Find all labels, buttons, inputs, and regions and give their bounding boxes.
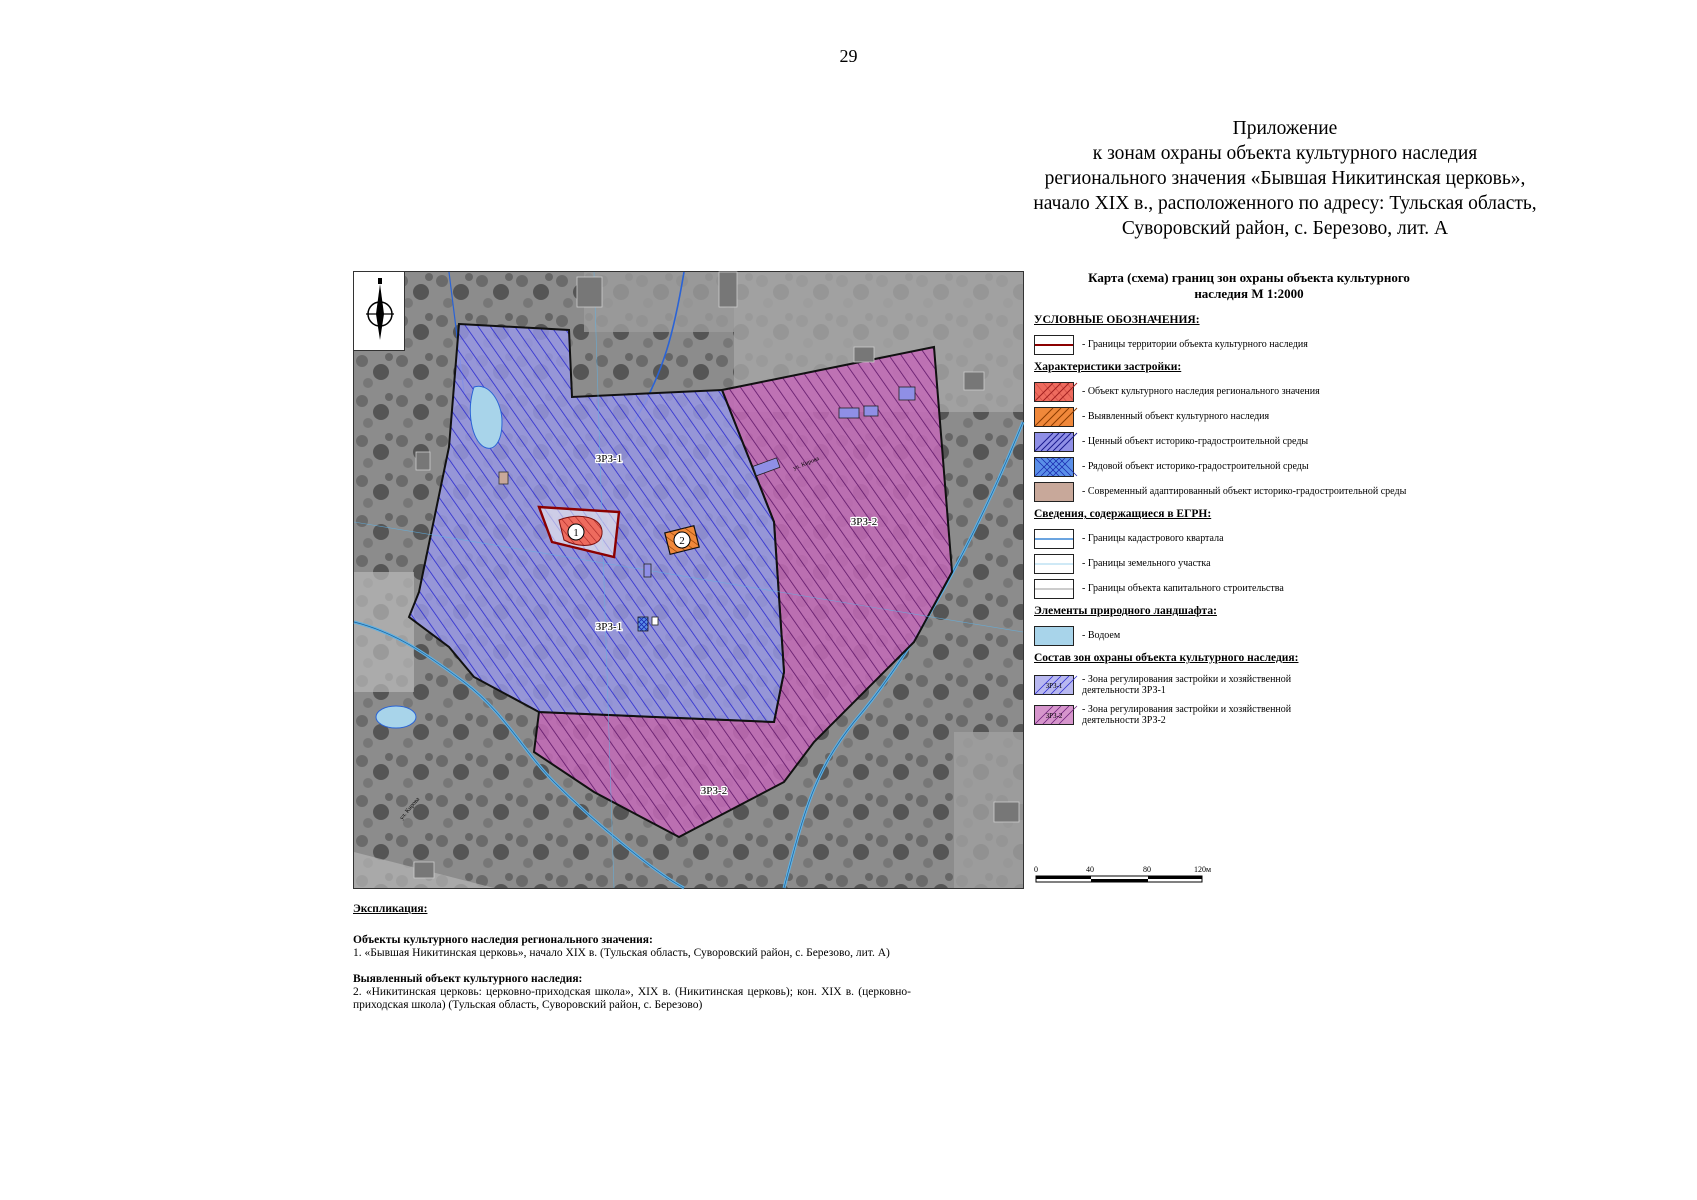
swatch-zrz2-graphic	[1035, 706, 1073, 724]
legend-label-valuable: - Ценный объект историко-градостроительной среды	[1082, 436, 1309, 447]
building-characteristics-heading: Характеристики застройки:	[1034, 361, 1182, 373]
swatch-water-body	[1034, 626, 1074, 646]
swatch-zrz2-text: ЗРЗ-2	[1045, 712, 1063, 720]
swatch-ordinary-object	[1034, 457, 1074, 477]
legend-row-regional	[1034, 379, 1474, 404]
compass-icon	[354, 272, 404, 350]
zrz2-label-right: ЗРЗ-2	[850, 516, 878, 528]
swatch-zrz1-text: ЗРЗ-1	[1045, 682, 1063, 690]
legend-label-zrz1-line2: деятельности ЗРЗ-1	[1082, 685, 1166, 696]
legend-row-zrz2	[1034, 700, 1474, 730]
explication-identified-item: 2. «Никитинская церковь: церковно-приходская школа», XIX в. (Никитинская церковь); кон. XIX в. (церковно-приходская школа) (Тульская область, Суворовский район, с. Березово)	[353, 986, 911, 1011]
appendix-header	[1010, 116, 1560, 241]
explication-identified-heading: Выявленный объект культурного наследия:	[353, 973, 583, 985]
swatch-modern-object	[1034, 482, 1074, 502]
scale-tick-0: 0	[1034, 865, 1038, 874]
swatch-identified-graphic	[1035, 408, 1073, 426]
swatch-zrz1-graphic	[1035, 676, 1073, 694]
explication	[353, 903, 911, 1012]
legend-row-zrz1	[1034, 670, 1474, 700]
legend-row-cadastral	[1034, 526, 1474, 551]
legend-label-zrz1	[1082, 674, 1291, 696]
legend-label-zrz1-line1: - Зона регулирования застройки и хозяйственной	[1082, 674, 1292, 685]
scale-tick-40: 40	[1086, 865, 1094, 874]
street-label-top: ул. Кирова	[792, 456, 821, 472]
legend-label-zrz2-line1: - Зона регулирования застройки и хозяйственной	[1082, 704, 1292, 715]
legend-label-regional: - Объект культурного наследия регионального значения	[1082, 386, 1320, 397]
legend-label-capital: - Границы объекта капитального строительства	[1082, 583, 1284, 594]
scale-tick-80: 80	[1143, 865, 1151, 874]
swatch-capital-graphic	[1035, 580, 1073, 598]
zrz1-label-bottom: ЗРЗ-1	[595, 621, 623, 633]
swatch-heritage-boundary	[1034, 335, 1074, 355]
explication-heading: Экспликация:	[353, 903, 428, 915]
object-1-label: 1	[573, 527, 579, 539]
swatch-zrz2	[1034, 705, 1074, 725]
swatch-regional-graphic	[1035, 383, 1073, 401]
swatch-ordinary-graphic	[1035, 458, 1073, 476]
legend-row-identified	[1034, 404, 1474, 429]
appendix-line-3: регионального значения «Бывшая Никитинская церковь»,	[1044, 168, 1526, 189]
legend-label-land-plot: - Границы земельного участка	[1082, 558, 1211, 569]
legend-row-ordinary	[1034, 454, 1474, 479]
swatch-cadastral-graphic	[1035, 530, 1073, 548]
legend-row-land-plot	[1034, 551, 1474, 576]
zones-composition-heading: Состав зон охраны объекта культурного наследия:	[1034, 652, 1299, 664]
swatch-capital-object	[1034, 579, 1074, 599]
conventions-heading: УСЛОВНЫЕ ОБОЗНАЧЕНИЯ:	[1034, 314, 1200, 326]
legend-row-capital	[1034, 576, 1474, 601]
appendix-line-4: начало XIX в., расположенного по адресу: Тульская область,	[1033, 193, 1537, 214]
zrz1-label-top: ЗРЗ-1	[595, 453, 623, 465]
appendix-line-2: к зонам охраны объекта культурного наследия	[1092, 143, 1478, 164]
explication-regional-heading: Объекты культурного наследия регионального значения:	[353, 934, 653, 946]
swatch-zrz1	[1034, 675, 1074, 695]
swatch-land-plot-graphic	[1035, 555, 1073, 573]
scale-tick-120: 120м	[1194, 865, 1212, 874]
legend-row-modern	[1034, 479, 1474, 504]
appendix-line-1: Приложение	[1232, 118, 1338, 139]
legend-title-line-2: наследия М 1:2000	[1194, 286, 1304, 301]
legend-label-zrz2	[1082, 704, 1291, 726]
zrz2-label-bottom: ЗРЗ-2	[700, 785, 728, 797]
scale-bar-graphic	[1034, 864, 1212, 894]
legend-label-cadastral: - Границы кадастрового квартала	[1082, 533, 1224, 544]
legend-label-modern: - Современный адаптированный объект историко-градостроительной среды	[1082, 486, 1407, 497]
legend-row-heritage-boundary	[1034, 332, 1474, 357]
legend-row-valuable	[1034, 429, 1474, 454]
swatch-heritage-boundary-graphic	[1035, 336, 1073, 354]
street-label-bottom: ул. Кирова	[398, 796, 422, 822]
legend-label-identified: - Выявленный объект культурного наследия	[1082, 411, 1270, 422]
swatch-land-plot	[1034, 554, 1074, 574]
natural-landscape-heading: Элементы природного ландшафта:	[1034, 605, 1217, 617]
swatch-regional-object	[1034, 382, 1074, 402]
page-number: 29	[839, 46, 858, 66]
swatch-valuable-object	[1034, 432, 1074, 452]
legend-label-heritage-boundary: - Границы территории объекта культурного наследия	[1082, 339, 1308, 350]
legend-label-zrz2-line2: деятельности ЗРЗ-2	[1082, 715, 1166, 726]
north-arrow	[354, 272, 405, 351]
scale-bar	[1034, 864, 1212, 894]
appendix-line-5: Суворовский район, с. Березово, лит. А	[1121, 218, 1449, 239]
swatch-identified-object	[1034, 407, 1074, 427]
legend-row-water	[1034, 623, 1474, 648]
explication-regional-item: 1. «Бывшая Никитинская церковь», начало XIX в. (Тульская область, Суворовский район, с. Березово, лит. А)	[353, 947, 890, 959]
swatch-cadastral-block	[1034, 529, 1074, 549]
map-canvas	[354, 272, 1023, 888]
protection-zones-map	[353, 271, 1024, 889]
swatch-valuable-graphic	[1035, 433, 1073, 451]
legend-title-line-1: Карта (схема) границ зон охраны объекта культурного	[1088, 270, 1410, 285]
legend-label-ordinary: - Рядовой объект историко-градостроительной среды	[1082, 461, 1309, 472]
map-legend	[1034, 270, 1474, 730]
object-2-label: 2	[679, 535, 685, 547]
legend-title	[1034, 270, 1474, 302]
egrn-heading: Сведения, содержащиеся в ЕГРН:	[1034, 508, 1212, 520]
legend-label-water: - Водоем	[1082, 630, 1121, 641]
